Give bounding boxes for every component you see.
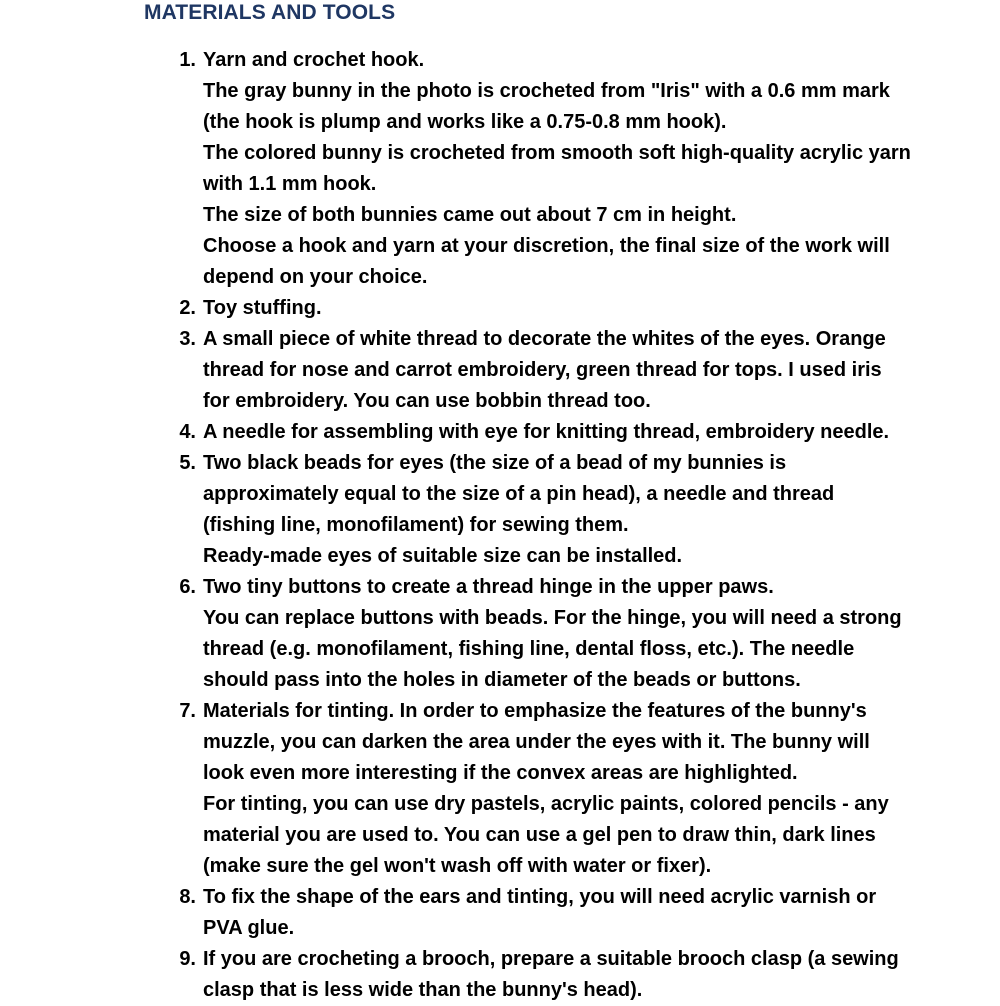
item-text-line: (make sure the gel won't wash off with water or fixer). (203, 855, 712, 877)
item-number: 8. (179, 886, 196, 908)
item-text-line: with 1.1 mm hook. (203, 173, 377, 195)
item-text-line: (fishing line, monofilament) for sewing them. (203, 514, 629, 536)
item-text-line: Two tiny buttons to create a thread hinge in the upper paws. (203, 576, 774, 598)
item-text-line: The colored bunny is crocheted from smooth soft high-quality acrylic yarn (203, 142, 911, 164)
list-item (0, 417, 1000, 448)
item-text-line: material you are used to. You can use a gel pen to draw thin, dark lines (203, 824, 876, 846)
item-number: 2. (179, 297, 196, 319)
item-text-line: look even more interesting if the convex areas are highlighted. (203, 762, 798, 784)
item-number: 4. (179, 421, 196, 443)
item-text-line: thread for nose and carrot embroidery, green thread for tops. I used iris (203, 359, 882, 381)
item-text-line: (the hook is plump and works like a 0.75-0.8 mm hook). (203, 111, 727, 133)
item-number: 6. (179, 576, 196, 598)
item-number: 1. (179, 49, 196, 71)
list-item (0, 944, 1000, 1006)
item-number: 7. (179, 700, 196, 722)
list-item (0, 448, 1000, 572)
item-number: 3. (179, 328, 196, 350)
list-item (0, 882, 1000, 944)
item-text-line: If you are crocheting a brooch, prepare a suitable brooch clasp (a sewing (203, 948, 899, 970)
list-item (0, 572, 1000, 696)
item-text-line: Ready-made eyes of suitable size can be installed. (203, 545, 683, 567)
item-text-line: Materials for tinting. In order to emphasize the features of the bunny's (203, 700, 867, 722)
item-text-line: The gray bunny in the photo is crocheted from "Iris" with a 0.6 mm mark (203, 80, 890, 102)
section-heading: MATERIALS AND TOOLS (144, 1, 396, 24)
item-text-line: Two black beads for eyes (the size of a bead of my bunnies is (203, 452, 787, 474)
item-text-line: muzzle, you can darken the area under the eyes with it. The bunny will (203, 731, 870, 753)
item-text-line: should pass into the holes in diameter of the beads or buttons. (203, 669, 801, 691)
item-text-line: thread (e.g. monofilament, fishing line, dental floss, etc.). The needle (203, 638, 855, 660)
item-text-line: Choose a hook and yarn at your discretion, the final size of the work will (203, 235, 890, 257)
materials-list (0, 45, 1000, 1006)
item-text-line: Yarn and crochet hook. (203, 49, 425, 71)
item-text-line: The size of both bunnies came out about 7 cm in height. (203, 204, 737, 226)
item-text-line: approximately equal to the size of a pin head), a needle and thread (203, 483, 835, 505)
item-text-line: PVA glue. (203, 917, 295, 939)
item-number: 5. (179, 452, 196, 474)
item-number: 9. (179, 948, 196, 970)
item-text-line: To fix the shape of the ears and tinting, you will need acrylic varnish or (203, 886, 877, 908)
item-text-line: Toy stuffing. (203, 297, 322, 319)
list-item (0, 293, 1000, 324)
list-item (0, 324, 1000, 417)
item-text-line: depend on your choice. (203, 266, 428, 288)
item-text-line: for embroidery. You can use bobbin thread too. (203, 390, 651, 412)
item-text-line: You can replace buttons with beads. For the hinge, you will need a strong (203, 607, 902, 629)
item-text-line: A needle for assembling with eye for knitting thread, embroidery needle. (203, 421, 890, 443)
item-text-line: For tinting, you can use dry pastels, acrylic paints, colored pencils - any (203, 793, 889, 815)
list-item (0, 696, 1000, 882)
list-item (0, 45, 1000, 293)
item-text-line: clasp that is less wide than the bunny's head). (203, 979, 643, 1001)
item-text-line: A small piece of white thread to decorate the whites of the eyes. Orange (203, 328, 886, 350)
